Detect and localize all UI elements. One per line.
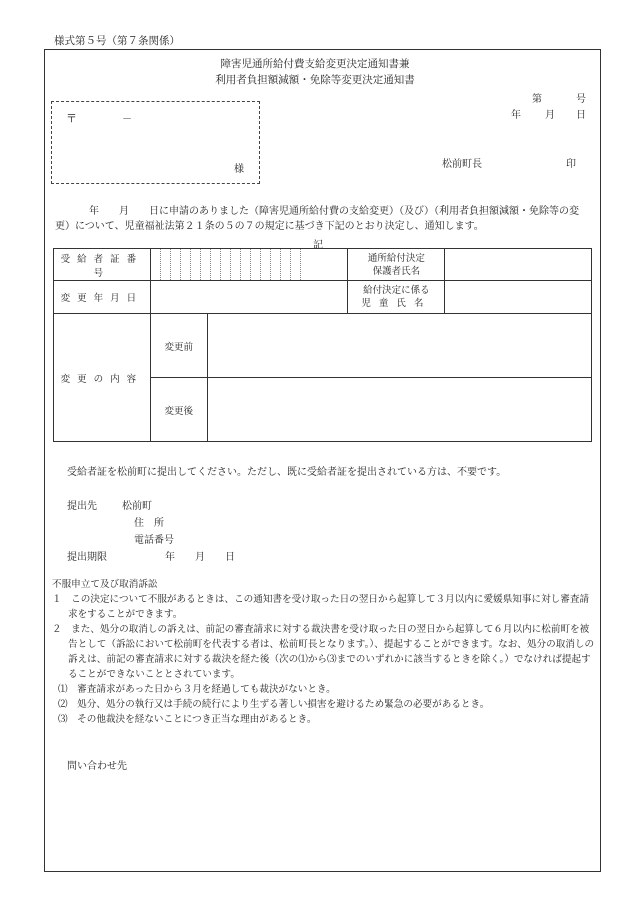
- objection-item-2: ２ また、処分の取消しの訴えは、前記の審査請求に対する裁決書を受け取った日の翌日から起算して６月以内に松前町を被告として（訴訟において松前町を代表する者は、松前町長となります。）、提起することができます。なお、処分の取消しの訴えは、前記の審査請求に対する裁決を経た後（次の⑴から⑶までのいずれかに該当するときを除く。）でなければ提起することができないこととされています。: [52, 624, 595, 680]
- child-label-line1: 給付決定に係る: [363, 285, 430, 296]
- submit-instruction: 受給者証を松前町に提出してください。ただし、既に受給者証を提出されている方は、不要です。: [67, 467, 507, 478]
- inquiry-label: 問い合わせ先: [67, 761, 127, 772]
- change-content-label: 変更の内容: [54, 314, 151, 442]
- child-name-label: [348, 281, 445, 314]
- child-label-line2: 児童氏名: [361, 298, 432, 309]
- title-line-1: 障害児通所給付費支給変更決定通知書兼: [220, 58, 410, 70]
- postal-dash: －: [122, 114, 132, 125]
- number-go: 号: [576, 94, 586, 105]
- intro-paragraph: 年 月 日に申請のありました（障害児通所給付費の支給変更）（及び）（利用者負担額減額・免除等の変更）について、児童福祉法第２１条の５の７の規定に基づき下記のとおり決定し、通知します。: [55, 206, 579, 232]
- number-dai: 第: [532, 94, 542, 105]
- sub-item-3: ⑶ その他裁決を経ないことにつき正当な理由があるとき。: [58, 714, 317, 725]
- submit-to-label: 提出先: [67, 501, 97, 512]
- submit-to-value: 松前町: [122, 501, 152, 512]
- form-id: 様式第５号（第７条関係）: [54, 35, 180, 47]
- objection-title: 不服申立て及び取消訴訟: [52, 579, 158, 590]
- deadline-label: 提出期限: [67, 552, 107, 563]
- before-cell: [207, 314, 591, 378]
- after-label: 変更後: [150, 378, 207, 442]
- address-label: 住 所: [134, 518, 164, 529]
- change-date-cell: [150, 281, 348, 314]
- sub-item-1: ⑴ 審査請求があった日から３月を経過しても裁決がないとき。: [58, 684, 336, 695]
- date-month: 月: [545, 110, 555, 121]
- guardian-label-line2: 保護者氏名: [372, 265, 421, 277]
- date-day: 日: [576, 110, 586, 121]
- issuer-name: 松前町長: [442, 159, 482, 170]
- ki-heading: 記: [313, 240, 323, 251]
- decision-table: [53, 248, 592, 442]
- seal-mark: 印: [566, 159, 576, 170]
- title-line-2: 利用者負担額減額・免除等変更決定通知書: [215, 74, 415, 86]
- guardian-name-cell: [445, 249, 592, 281]
- honorific-sama: 様: [234, 164, 244, 175]
- guardian-name-label: [348, 249, 445, 281]
- guardian-label-line1: 通所給付決定: [367, 252, 425, 264]
- phone-label: 電話番号: [134, 535, 174, 546]
- child-name-cell: [445, 281, 592, 314]
- postal-mark: 〒: [66, 112, 77, 125]
- date-year: 年: [511, 110, 521, 121]
- sub-item-2: ⑵ 処分、処分の執行又は手続の続行により生ずる著しい損害を避けるため緊急の必要があるとき。: [58, 699, 490, 710]
- digit-boxes: [151, 249, 348, 280]
- address-window-box: [51, 101, 260, 184]
- objection-section: [52, 577, 597, 727]
- before-label: 変更前: [150, 314, 207, 378]
- after-cell: [207, 378, 591, 442]
- deadline-date: 年 月 日: [165, 552, 235, 563]
- objection-item-1: １ この決定について不服があるときは、この通知書を受け取った日の翌日から起算して３月以内に愛媛県知事に対し審査請求をすることができます。: [52, 594, 590, 620]
- recipient-no-label: 受給者証番号: [54, 249, 151, 281]
- change-date-label: 変更年月日: [54, 281, 151, 314]
- recipient-no-cell: [150, 249, 348, 281]
